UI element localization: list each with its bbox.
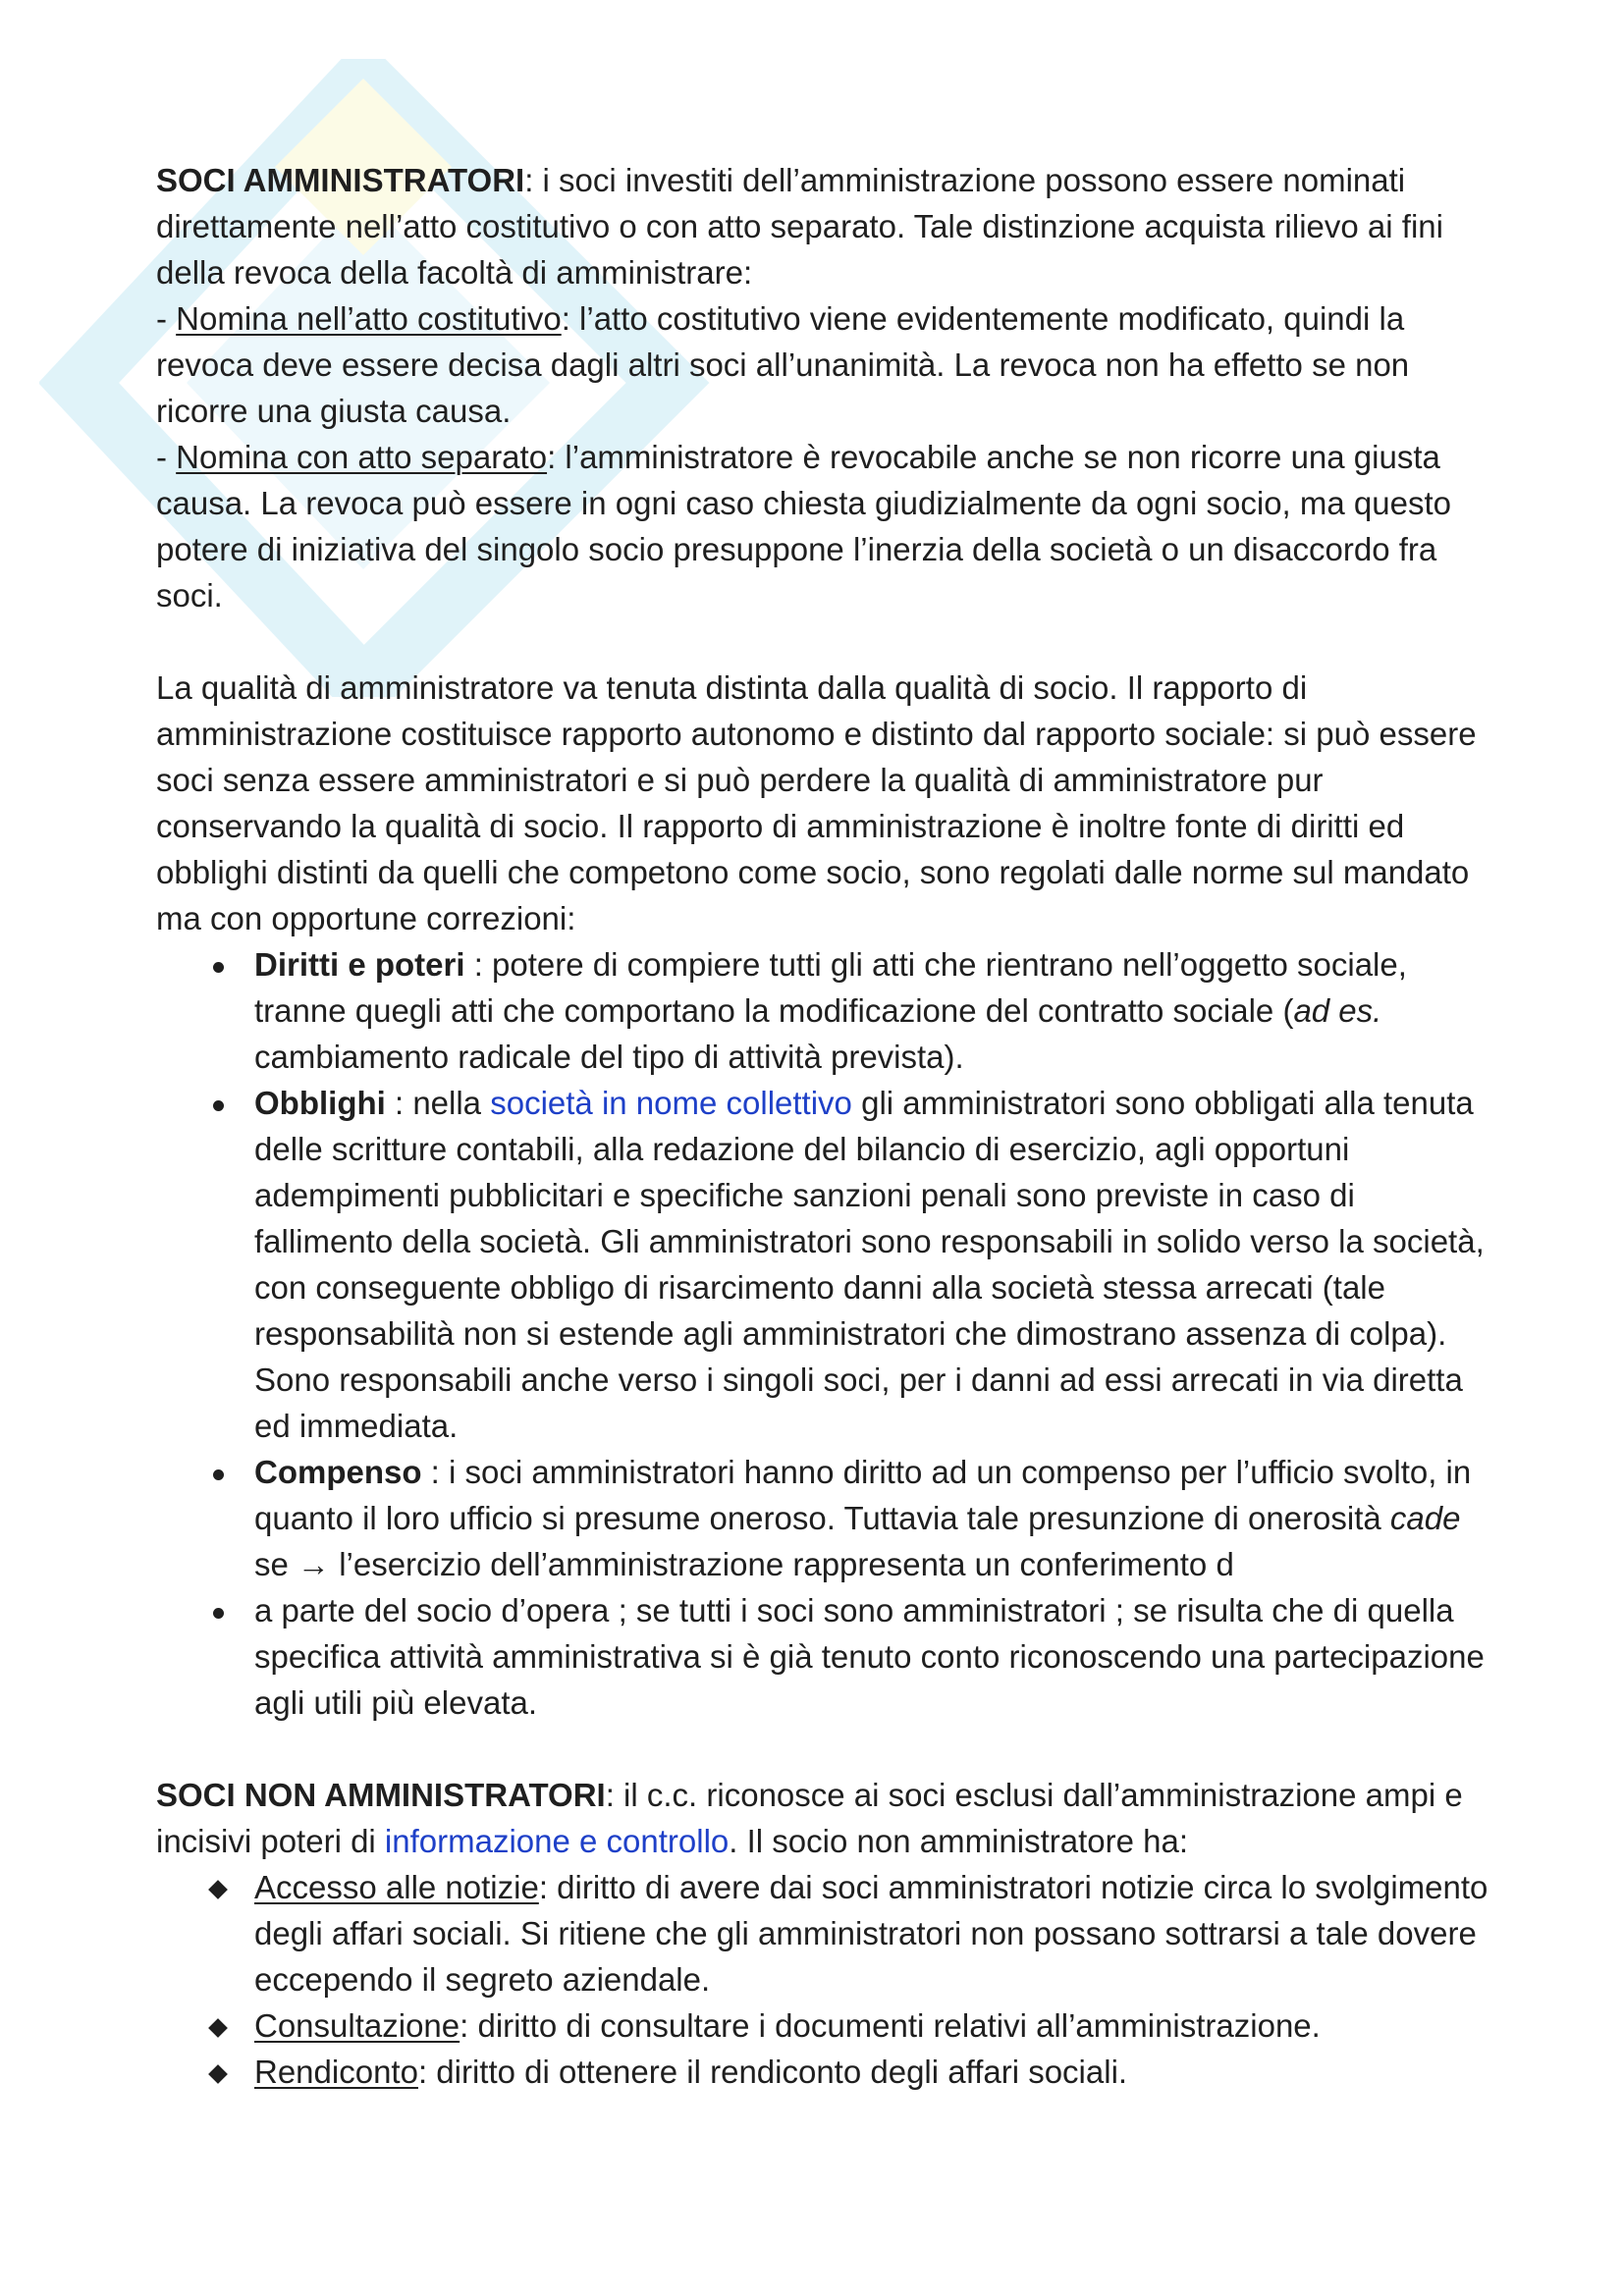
poteri-soci-list [156, 1864, 1491, 2095]
list-item: Consultazione: diritto di consultare i documenti relativi all’amministrazione. [254, 2002, 1491, 2049]
document-page [156, 157, 1491, 2095]
nomina-atto-costitutivo-item: - Nomina nell’atto costitutivo: l’atto costitutivo viene evidentemente modificato, quindi la revoca deve essere decisa dagli altri soci all’unanimità. La revoca non ha effetto se non ricorre una giusta causa. [156, 300, 1410, 429]
term-nomina-atto-separato: Nomina con atto separato [176, 439, 548, 475]
term-diritti-poteri: Diritti e poteri [254, 946, 465, 983]
list-item: Rendiconto: diritto di ottenere il rendiconto degli affari sociali. [254, 2049, 1491, 2095]
soci-non-amministratori-paragraph: SOCI NON AMMINISTRATORI: il c.c. riconosce ai soci esclusi dall’amministrazione ampi e incisivi poteri di informazione e controllo. Il socio non amministratore ha: [156, 1777, 1463, 1859]
nomina-atto-separato-item: - Nomina con atto separato: l’amministratore è revocabile anche se non ricorre una giusta causa. La revoca può essere in ogni caso chiesta giudizialmente da ogni socio, ma questo potere di iniziativa del singolo socio presuppone l’inerzia della società o un disaccordo fra soci. [156, 439, 1451, 614]
bullet-dot-icon [213, 1100, 224, 1111]
section-title: SOCI NON AMMINISTRATORI [156, 1777, 606, 1813]
section-title: SOCI AMMINISTRATORI [156, 162, 525, 198]
term-compenso: Compenso [254, 1454, 422, 1490]
qualita-amministratore-paragraph: La qualità di amministratore va tenuta distinta dalla qualità di socio. Il rapporto di amministrazione costituisce rapporto autonomo e distinto dal rapporto sociale: si può essere soci senza essere amministratori e si può perdere la qualità di amministratore pur conservando la qualità di socio. Il rapporto di amministrazione è inoltre fonte di diritti ed obblighi distinti da quelli che competono come socio, sono regolati dalle norme sul mandato ma con opportune correzioni: [156, 669, 1477, 936]
term-rendiconto: Rendiconto [254, 2054, 418, 2090]
list-item: Compenso : i soci amministratori hanno diritto ad un compenso per l’ufficio svolto, in quanto il loro ufficio si presume oneroso. Tuttavia tale presunzione di onerosità cade se → l’esercizio dell’amministrazione rappresenta un conferimento d [254, 1449, 1491, 1587]
term-nomina-atto-costitutivo: Nomina nell’atto costitutivo [176, 300, 562, 337]
obblighi-diritti-list [156, 941, 1491, 1726]
bullet-diamond-icon [208, 1880, 228, 1899]
list-item: Obblighi : nella società in nome collettivo gli amministratori sono obbligati alla tenuta delle scritture contabili, alla redazione del bilancio di esercizio, agli opportuni adempimenti pubblicitari e specifiche sanzioni penali sono previste in caso di fallimento della società. Gli amministratori sono responsabili in solido verso la società, con conseguente obbligo di risarcimento danni alla società stessa arrecati (tale responsabilità non si estende agli amministratori che dimostrano assenza di colpa). Sono responsabili anche verso i singoli soci, per i danni ad essi arrecati in via diretta ed immediata. [254, 1080, 1491, 1449]
list-item: Diritti e poteri : potere di compiere tutti gli atti che rientrano nell’oggetto sociale, tranne quegli atti che comportano la modificazione del contratto sociale (ad es. cambiamento radicale del tipo di attività prevista). [254, 941, 1491, 1080]
soci-amministratori-paragraph [156, 157, 1491, 295]
link-informazione-controllo[interactable]: informazione e controllo [384, 1823, 730, 1859]
link-societa-nome-collettivo[interactable]: società in nome collettivo [490, 1085, 852, 1121]
bullet-dot-icon [213, 962, 224, 973]
term-accesso-notizie: Accesso alle notizie [254, 1869, 539, 1905]
bullet-diamond-icon [208, 2064, 228, 2084]
list-item: a parte del socio d’opera ; se tutti i soci sono amministratori ; se risulta che di quella specifica attività amministrativa si è già tenuto conto riconoscendo una partecipazione agli utili più elevata. [254, 1587, 1491, 1726]
term-consultazione: Consultazione [254, 2007, 460, 2044]
list-item: Accesso alle notizie: diritto di avere dai soci amministratori notizie circa lo svolgimento degli affari sociali. Si ritiene che gli amministratori non possano sottrarsi a tale dovere eccependo il segreto aziendale. [254, 1864, 1491, 2002]
bullet-dot-icon [213, 1469, 224, 1480]
bullet-dot-icon [213, 1608, 224, 1619]
bullet-diamond-icon [208, 2018, 228, 2038]
term-obblighi: Obblighi [254, 1085, 386, 1121]
paragraph-text: : i soci investiti dell’amministrazione possono essere nominati direttamente nell’atto costitutivo o con atto separato. Tale distinzione acquista rilievo ai fini della revoca della facoltà di amministrare: [156, 162, 1443, 291]
